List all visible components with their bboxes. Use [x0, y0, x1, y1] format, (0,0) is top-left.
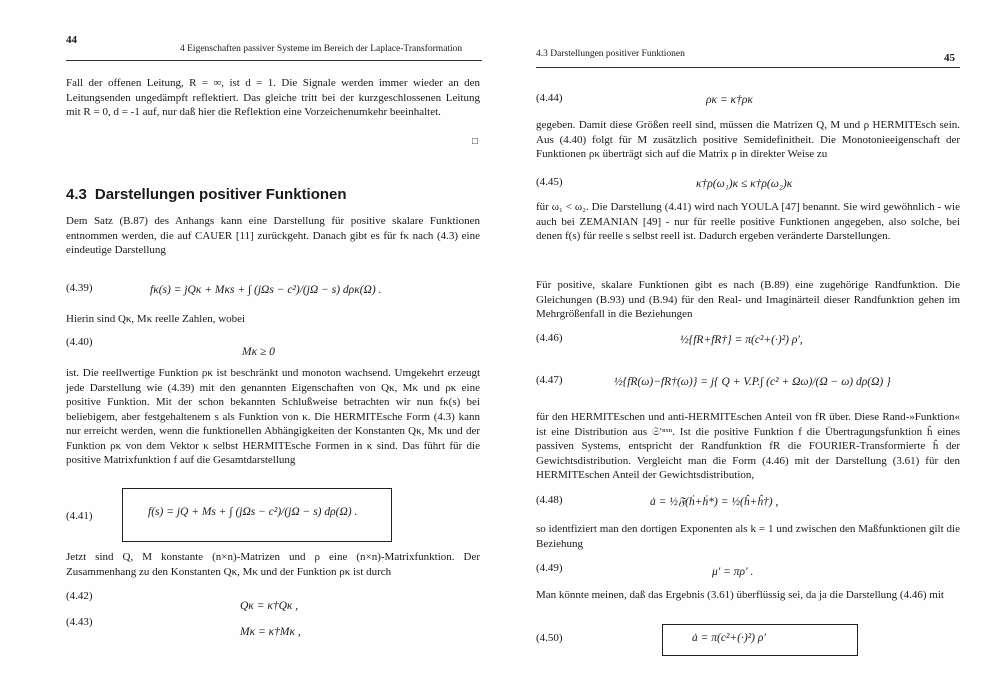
equation-number-4-39: (4.39) [66, 282, 93, 294]
paragraph-man: Man könnte meinen, daß das Ergebnis (3.61) überflüssig sei, da ja die Darstellung (4.46) mit [536, 589, 944, 601]
equation-number-4-40: (4.40) [66, 336, 93, 348]
equation-4-46: ½{fR+fR†} = π(c²+(·)²) ρ′, [680, 334, 803, 346]
equation-4-45: κ†ρ(ω₁)κ ≤ κ†ρ(ω₂)κ [696, 178, 793, 190]
paragraph-ist: ist. Die reellwertige Funktion ρκ ist beschränkt und monoton wachsend. Umgekehrt erzeugt jede Darstellung wie (4.39) mit den genannten Eigenschaften von Qκ, Mκ und ρκ eine positive Funktion. Mit der schon bekannten Schlußweise betrachten wir nun fκ(s) bei beliebigem, aber festgehaltenem s als Funktion von κ. Die HERMITEsche Form (4.3) kann nur erreicht werden, wenn die funktionellen Abhängigkeiten der Konstanten Qκ, Mκ und der Funktion ρκ von dem Vektor κ selbst HERMITEsche Formen in κ sind. Das führt für die positive Matrixfunktion f auf die Gesamtdarstellung [66, 367, 480, 466]
end-of-proof-mark: □ [472, 136, 479, 147]
equation-number-4-49: (4.49) [536, 562, 563, 574]
running-header: 4 Eigenschaften passiver Systeme im Bereich der Laplace-Transformation [180, 44, 463, 54]
equation-4-47: ½{fR(ω)−fR†(ω)} = j{ Q + V.P.∫ (c² + Ωω)/(Ω − ω) dρ(Ω) } [614, 376, 891, 388]
section-number: 4.3 [66, 186, 87, 203]
paragraph-jetzt: Jetzt sind Q, M konstante (n×n)-Matrizen und ρ eine (n×n)-Matrixfunktion. Der Zusammenhang zu den Konstanten Qκ, Mκ und der Funktion ρκ ist durch [66, 551, 480, 578]
equation-4-42: Qκ = κ†Qκ , [240, 600, 299, 612]
header-rule [536, 67, 960, 68]
equation-number-4-46: (4.46) [536, 332, 563, 344]
running-header: 4.3 Darstellungen positiver Funktionen [536, 49, 685, 59]
equation-4-49: μ′ = πρ′ . [712, 566, 754, 578]
equation-4-50: ȧ = π(c²+(·)²) ρ′ [692, 632, 766, 644]
equation-number-4-50: (4.50) [536, 632, 563, 644]
paragraph-so: so identfiziert man den dortigen Exponenten als k = 1 und zwischen den Maßfunktionen gilt die Beziehung [536, 523, 960, 550]
paragraph-satz: Dem Satz (B.87) des Anhangs kann eine Darstellung für positive skalare Funktionen entnommen werden, die auf CAUER [11] zurückgeht. Danach gibt es für fκ nach (4.3) eine eindeutige Darstellung [66, 215, 480, 256]
equation-number-4-48: (4.48) [536, 494, 563, 506]
paragraph-hierin: Hierin sind Qκ, Mκ reelle Zahlen, wobei [66, 313, 246, 325]
equation-4-41: f(s) = jQ + Ms + ∫ (jΩs − c²)/(jΩ − s) dρ(Ω) . [148, 506, 358, 518]
equation-4-39: fκ(s) = jQκ + Mκs + ∫ (jΩs − c²)/(jΩ − s) dρκ(Ω) . [150, 284, 382, 296]
right-page [500, 0, 1000, 678]
paragraph-hermite: für den HERMITEschen und anti-HERMITEschen Anteil von fR über. Diese Rand-»Funktion« ist eine Distribution aus 𝔖′ⁿˣⁿ. Ist die positive Funktion f die Übertragungsfunktion ĥ eines passiven Systems, entspricht der Randfunktion fR die FOURIER-Transformierte ĥ der Gewichtsdistribution. Vergleicht man die Form (4.46) mit der Darstellung (3.61) für den HERMITEschen Anteil der Gewichtsdistribution, [536, 411, 960, 481]
equation-number-4-43: (4.43) [66, 616, 93, 628]
equation-4-48: ȧ = ½𝔉(ḣ+ḣ*) = ½(ĥ+ĥ†) , [650, 496, 779, 508]
equation-number-4-42: (4.42) [66, 590, 93, 602]
header-rule [66, 60, 482, 61]
paragraph-intro: Fall der offenen Leitung, R = ∞, ist d = 1. Die Signale werden immer wieder an den Leitungsenden ungedämpft reflektiert. Das gleiche tritt bei der kurzgeschlossenen Leitung mit R = 0, d = -1 auf, nur daß hier die Reflektion eine Vorzeichenumkehr beeinhaltet. [66, 77, 480, 118]
paragraph-positive: Für positive, skalare Funktionen gibt es nach (B.89) eine zugehörige Randfunktion. Die Gleichungen (B.93) und (B.94) für den Real- und Imaginärteil dieser Randfunktion gehen im Mehrgrößenfall in die Beziehungen [536, 279, 960, 320]
paragraph-fuer: für ω₁ < ω₂. Die Darstellung (4.41) wird nach YOULA [47] benannt. Sie wird gewöhnlich - wie auch bei ZEMANIAN [49] - nur für reelle positive Funktionen angegeben, also solche, bei denen f(s) für reelle s selbst reell ist. Dadurch ergeben veränderte Darstellungen. [536, 201, 960, 242]
page-number: 45 [944, 52, 955, 64]
page-number: 44 [66, 34, 77, 46]
equation-4-44: ρκ = κ†ρκ [706, 94, 753, 106]
equation-number-4-47: (4.47) [536, 374, 563, 386]
equation-number-4-45: (4.45) [536, 176, 563, 188]
equation-number-4-41: (4.41) [66, 510, 93, 522]
paragraph-gegeben: gegeben. Damit diese Größen reell sind, müssen die Matrizen Q, M und ρ HERMITEsch sein. Aus (4.40) folgt für M zusätzlich positive Semidefinitheit. Die Monotonieeigenschaft der Funktionen ρκ überträgt sich auf die Matrix ρ in direkter Weise zu [536, 119, 960, 160]
section-title: Darstellungen positiver Funktionen [94, 186, 347, 203]
equation-4-43: Mκ = κ†Mκ , [240, 626, 301, 638]
section-heading [66, 186, 347, 203]
equation-4-40: Mκ ≥ 0 [242, 346, 275, 358]
equation-number-4-44: (4.44) [536, 92, 563, 104]
